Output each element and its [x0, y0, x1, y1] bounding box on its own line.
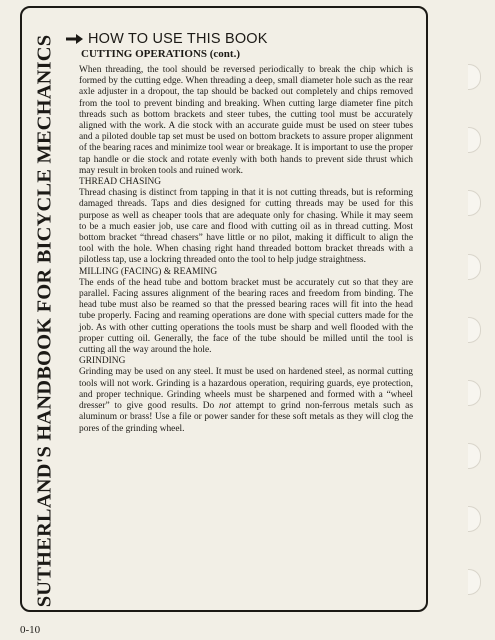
binder-hole [468, 127, 481, 153]
book-spine [30, 34, 60, 608]
heading-thread-chasing: THREAD CHASING [79, 177, 162, 188]
section-title: CUTTING OPERATIONS (cont.) [81, 48, 241, 60]
binder-hole [468, 254, 481, 280]
paragraph-thread-chasing: Thread chasing is distinct from tapping in that it is not cutting threads, but is reforming damaged threads. Taps and dies designed for cutting threads may be used for this purpose as well as cheaper tools that are adequate only for chasing. While it may seem to be a much easier job, use care and flood with cutting oil as in thread cutting. Most bottom bracket “thread chasers” have little or no pilot, making it difficult to align the tool with the hole. When chasing right hand threaded bottom bracket threads with a pilotless tap, use a lockring threaded onto the tool to help judge straightness. [79, 188, 413, 266]
grinding-text-part-1: Grinding may be used on any steel. It must be used on hardened steel, as normal cutting tools will not work. Grinding is a hazardous operation, requiring guards, eye protection, and proper technique. Grinding wheels must be sharpened and formed with a “wheel dresser” to give good results. Do [79, 367, 413, 412]
body-text [79, 65, 413, 435]
binder-hole [468, 380, 481, 406]
binder-hole [468, 506, 481, 532]
page-title: HOW TO USE THIS BOOK [88, 31, 268, 47]
binder-hole [468, 317, 481, 343]
arrow-right-icon [66, 33, 84, 45]
binder-hole [468, 443, 481, 469]
heading-grinding: GRINDING [79, 356, 126, 367]
binder-hole [468, 190, 481, 216]
binder-hole [468, 64, 481, 90]
paragraph-grinding [79, 367, 413, 434]
paragraph-milling-reaming: The ends of the head tube and bottom bracket must be accurately cut so that they are parallel. Facing assures alignment of the bearing races and freedom from binding. The head tube must also be reamed so that the pressed bearing races will fit into the head tube properly. Facing and reaming operations are done with special cutters made for the job. As with other cutting operations the tools must be sharp and well flooded with the proper cutting oil. Generally, the face of the tube should be milled until the tool is cutting all the way around the hole. [79, 277, 413, 356]
section-header [66, 31, 268, 47]
heading-milling-reaming: MILLING (FACING) & REAMING [79, 266, 218, 277]
binder-hole [468, 569, 481, 595]
grinding-text-part-2: attempt to grind non-ferrous metals such as aluminum or brass! Use a file or power sander for these soft metals as they will clog the pores of the grinding wheel. [79, 401, 413, 434]
page-number: 0-10 [20, 624, 41, 636]
spine-title: SUTHERLAND'S HANDBOOK FOR BICYCLE MECHANICS [33, 34, 56, 608]
grinding-emphasis: not [218, 401, 231, 412]
paragraph-threading: When threading, the tool should be reversed periodically to break the chip which is formed by the cutting edge. When threading a deep, small diameter hole such as the rear axle adjuster in a dropout, the tap should be backed out completely and chips removed from the tool to prevent binding and breaking. When cutting large diameter fine pitch threads such as bottom brackets and steer tubes, the cutting tool must be accurately aligned with the work. A die stock with an accurate guide must be used on steer tubes and a piloted double tap set must be used on bottom brackets to assure proper alignment of the bearing races and minimize tool wear or breakage. It is important to use the proper tap handle or die stock and rotate evenly with both hands to prevent side thrust which may result in broken tools and ruined work. [79, 65, 413, 176]
